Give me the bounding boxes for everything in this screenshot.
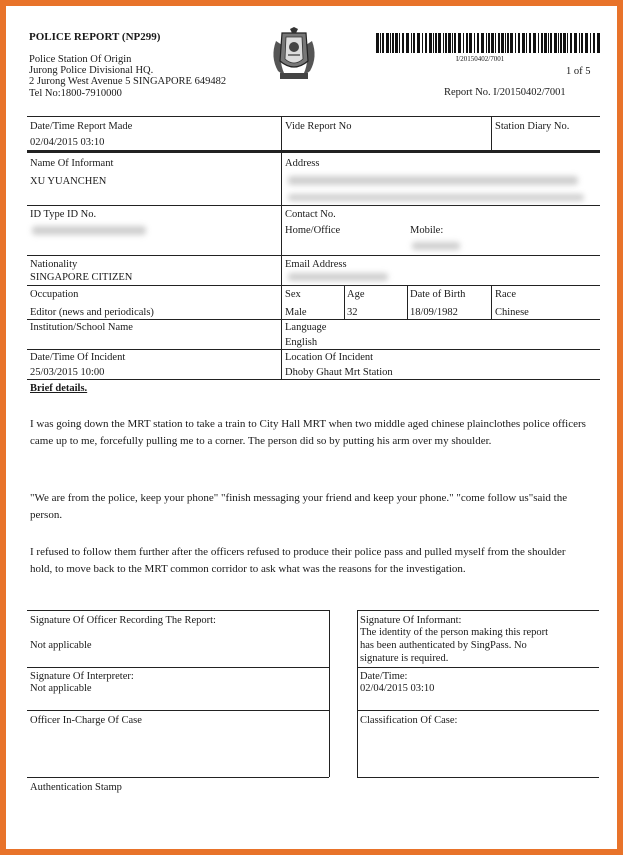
- classification-label: Classification Of Case:: [360, 715, 458, 726]
- datetime-value: 02/04/2015 03:10: [360, 683, 435, 694]
- informant-signature-line3: signature is required.: [360, 653, 449, 664]
- id-redacted: [32, 226, 146, 235]
- mobile-label: Mobile:: [410, 225, 444, 236]
- vide-report-label: Vide Report No: [285, 121, 352, 132]
- age-label: Age: [347, 289, 365, 300]
- officer-in-charge-label: Officer In-Charge Of Case: [30, 715, 142, 726]
- datetime-label: Date/Time:: [360, 671, 408, 682]
- details-paragraph-1: I was going down the MRT station to take a train to City Hall MRT when two middle aged chinese plainclothes police officers came up to me, forcefully pulling me to a corner. The person did so by putting his arm over my shoulder.: [30, 418, 586, 447]
- id-type-label: ID Type ID No.: [30, 209, 97, 220]
- police-crest-logo: [268, 27, 320, 83]
- email-label: Email Address: [285, 259, 347, 270]
- home-office-label: Home/Office: [285, 225, 341, 236]
- nationality-label: Nationality: [30, 259, 78, 270]
- barcode-text: I/20150402/7001: [456, 55, 505, 63]
- address-label: Address: [285, 158, 320, 169]
- address-redacted: [288, 176, 578, 185]
- station-diary-label: Station Diary No.: [495, 121, 570, 132]
- dob-value: 18/09/1982: [410, 307, 458, 318]
- authentication-stamp-label: Authentication Stamp: [30, 782, 122, 793]
- informant-signature-line1: The identity of the person making this report: [360, 627, 549, 638]
- details-paragraph-2: "We are from the police, keep your phone" "finish messaging your friend and keep your phone." "come follow us"said the person.: [30, 492, 568, 521]
- email-redacted: [288, 273, 388, 281]
- station-name: Jurong Police Divisional HQ.: [29, 65, 154, 76]
- interpreter-signature-label: Signature Of Interpreter:: [30, 671, 134, 682]
- station-tel: Tel No:1800-7910000: [29, 88, 122, 99]
- race-label: Race: [495, 289, 516, 300]
- contact-label: Contact No.: [285, 209, 336, 220]
- station-address: 2 Jurong West Avenue 5 SINGAPORE 649482: [29, 76, 227, 87]
- mobile-redacted: [412, 242, 460, 250]
- page-number: 1 of 5: [566, 66, 591, 77]
- age-value: 32: [347, 307, 358, 318]
- incident-location-label: Location Of Incident: [285, 352, 374, 363]
- incident-time-value: 25/03/2015 10:00: [30, 367, 105, 378]
- details-paragraph-3: I refused to follow them further after the officers refused to produce their police pass and pulled myself from the shoulder hold, to move back to the MRT common corridor to ask what was the reasons for the investigation.: [30, 546, 566, 575]
- brief-details-heading: Brief details.: [30, 383, 88, 394]
- dob-label: Date of Birth: [410, 289, 466, 300]
- sex-label: Sex: [285, 289, 301, 300]
- datetime-made-label: Date/Time Report Made: [30, 121, 133, 132]
- institution-label: Institution/School Name: [30, 322, 133, 333]
- sex-value: Male: [285, 307, 307, 318]
- officer-signature-label: Signature Of Officer Recording The Report:: [30, 615, 216, 626]
- interpreter-signature-value: Not applicable: [30, 683, 92, 694]
- informant-name-label: Name Of Informant: [30, 158, 114, 169]
- datetime-made-value: 02/04/2015 03:10: [30, 137, 105, 148]
- occupation-label: Occupation: [30, 289, 79, 300]
- station-label: Police Station Of Origin: [29, 54, 132, 65]
- informant-signature-label: Signature Of Informant:: [360, 615, 462, 626]
- nationality-value: SINGAPORE CITIZEN: [30, 272, 133, 283]
- occupation-value: Editor (news and periodicals): [30, 307, 154, 318]
- informant-name-value: XU YUANCHEN: [30, 176, 107, 187]
- officer-signature-value: Not applicable: [30, 640, 92, 651]
- race-value: Chinese: [495, 307, 529, 318]
- language-label: Language: [285, 322, 327, 333]
- report-number: Report No. I/20150402/7001: [444, 87, 566, 98]
- barcode: [376, 33, 602, 53]
- incident-time-label: Date/Time Of Incident: [30, 352, 126, 363]
- incident-location-value: Dhoby Ghaut Mrt Station: [285, 367, 393, 378]
- language-value: English: [285, 337, 318, 348]
- report-title: POLICE REPORT (NP299): [29, 31, 161, 43]
- address-redacted-2: [288, 194, 584, 201]
- informant-signature-line2: has been authenticated by SingPass. No: [360, 640, 527, 651]
